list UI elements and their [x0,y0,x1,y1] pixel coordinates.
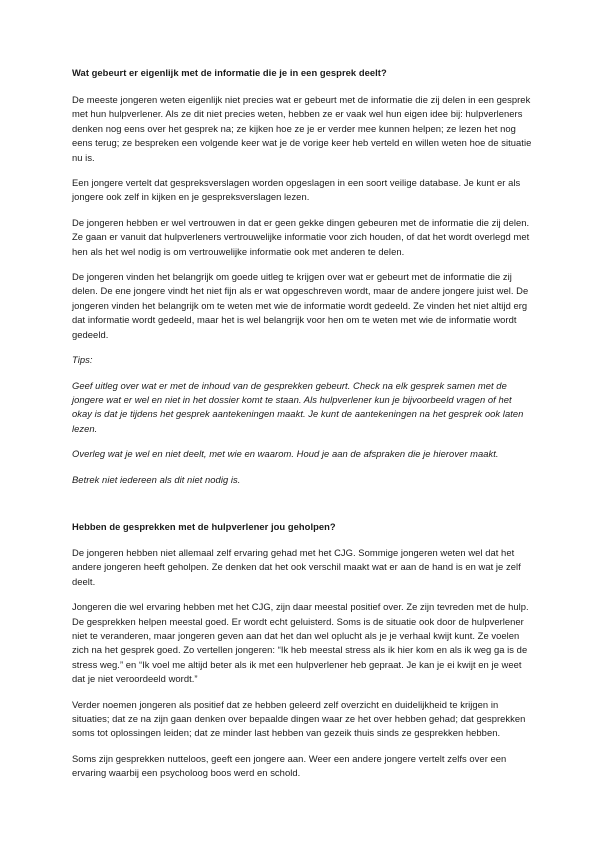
paragraph: Verder noemen jongeren als positief dat ze hebben geleerd zelf overzicht en duidelijkheid te krijgen in situaties; dat ze na zijn gaan denken over bepaalde dingen waar ze het over hebben gehad; dat gesprekken soms tot oplossingen leiden; dat ze minder last hebben van gezeik thuis sinds ze gesprekken hebben. [72,698,526,739]
tips-label: Tips: [72,354,93,366]
tip-paragraph: Overleg wat je wel en niet deelt, met wie en waarom. Houd je aan de afspraken die je hierover maakt. [72,448,499,460]
paragraph: De meeste jongeren weten eigenlijk niet precies wat er gebeurt met de informatie die zij delen in een gesprek met hun hulpverlener. Als ze dit niet precies weten, hebben ze er vaak wel hun eigen idee bij: hulpverleners denken nog eens over het gesprek na; ze kijken hoe ze je er verder mee kunnen helpen; ze lezen het nog eens terug; ze bespreken een volgende keer wat je de vorige keer heb verteld en willen weten hoe de situatie nu is. [72,94,532,163]
section-heading: Hebben de gesprekken met de hulpverlener jou geholpen? [72,520,336,532]
paragraph: De jongeren vinden het belangrijk om goede uitleg te krijgen over wat er gebeurt met de informatie die zij delen. De ene jongere vindt het niet fijn als er wat opgeschreven wordt, maar de andere jongere juist wel. De jongeren vinden het belangrijk om te weten met wie de informatie wordt gedeeld. Ze vinden het niet altijd erg dat informatie wordt gedeeld, maar het is wel belangrijk voor hen om te weten met wie de informatie wordt gedeeld. [72,271,529,340]
paragraph: De jongeren hebben er wel vertrouwen in dat er geen gekke dingen gebeuren met de informatie die zij delen. Ze gaan er vanuit dat hulpverleners vertrouwelijke informatie voor zich houden, of dat het wordt overlegd met hen als het wel nodig is om vertrouwelijke informatie ook met anderen te delen. [72,216,530,257]
paragraph: Soms zijn gesprekken nutteloos, geeft een jongere aan. Weer een andere jongere vertelt zelfs over een ervaring waarbij een psycholoog boos werd en schold. [72,752,507,779]
tip-paragraph: Geef uitleg over wat er met de inhoud van de gesprekken gebeurt. Check na elk gesprek samen met de jongere wat er wel en niet in het dossier komt te staan. Als hulpverlener kun je bijvoorbeeld vragen of het okay is dat je tijdens het gesprek aantekeningen maakt. Je kunt de aantekeningen na het gesprek ook laten lezen. [72,379,524,434]
paragraph: Jongeren die wel ervaring hebben met het CJG, zijn daar meestal positief over. Ze zijn tevreden met de hulp. De gesprekken helpen meestal goed. Er wordt echt geluisterd. Soms is de situatie ook door de hulpverlener niet te veranderen, maar jongeren geven aan dat het dan wel oplucht als je je verhaal kwijt kunt. Ze voelen zich na het gesprek goed. Zo vertellen jongeren: “Ik heb meestal stress als ik hier kom en als ik weg ga is de stress weg.” en “Ik voel me altijd beter als ik met een hulpverlener heb gepraat. Je kan je ei kwijt en je weet dat je niet veroordeeld wordt.” [72,601,529,685]
paragraph: De jongeren hebben niet allemaal zelf ervaring gehad met het CJG. Sommige jongeren weten wel dat het andere jongeren heeft geholpen. Ze denken dat het ook verschil maakt wat er aan de hand is en wat je zelf deelt. [72,546,521,587]
section-heading: Wat gebeurt er eigenlijk met de informatie die je in een gesprek deelt? [72,67,387,78]
section-information-sharing [72,66,532,487]
tip-paragraph: Betrek niet iedereen als dit niet nodig is. [72,473,241,485]
section-conversations-helped [72,520,532,781]
document-page [72,66,532,792]
paragraph: Een jongere vertelt dat gespreksverslagen worden opgeslagen in een soort veilige database. Je kunt er als jongere ook zelf in kijken en je gespreksverslagen lezen. [72,177,521,203]
